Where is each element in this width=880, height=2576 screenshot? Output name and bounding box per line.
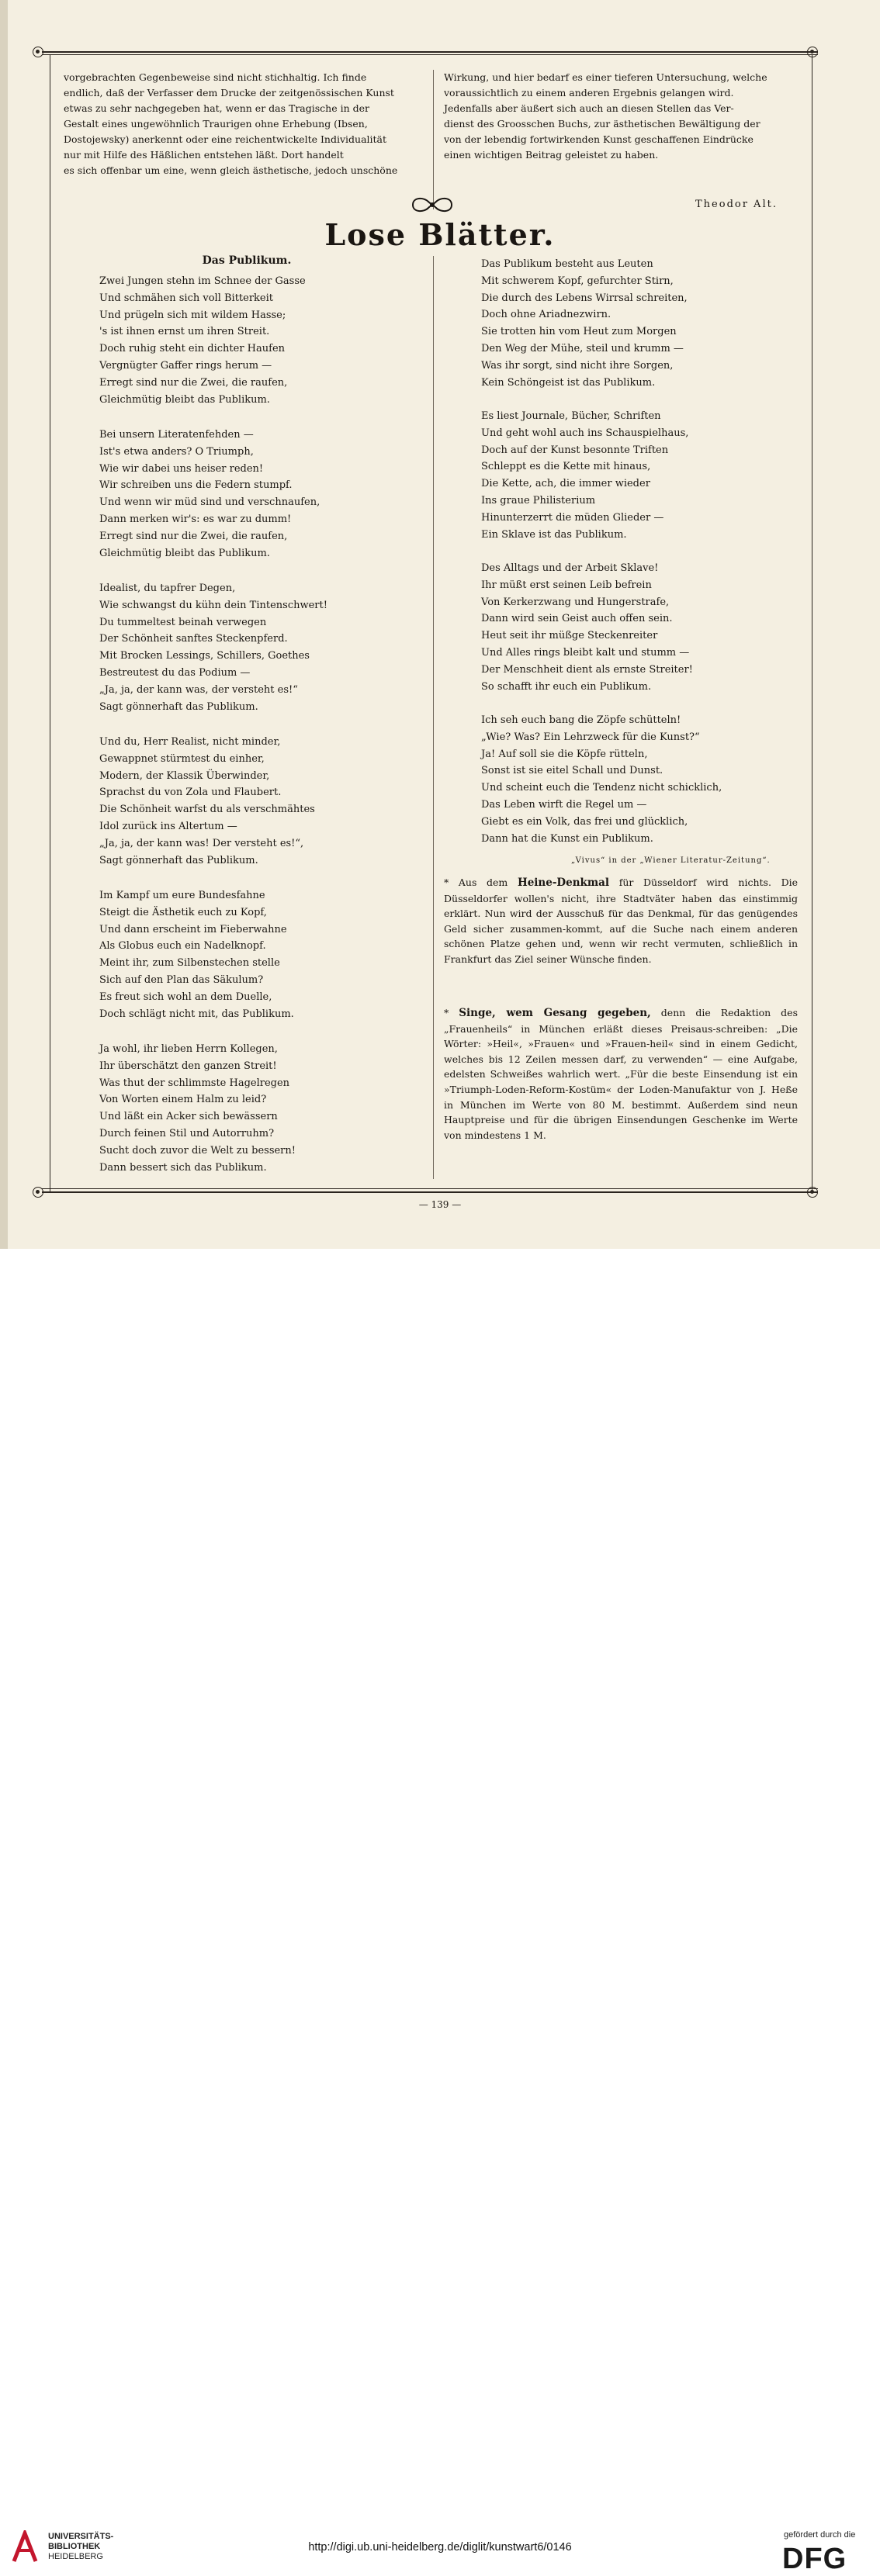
institution-line: BIBLIOTHEK	[48, 2542, 101, 2551]
poem-stanza	[481, 256, 688, 391]
funded-by-label: gefördert durch die	[784, 2530, 856, 2540]
poem-line: Es freut sich wohl an dem Duelle,	[99, 991, 272, 1003]
poem-line: Von Kerkerzwang und Hungerstrafe,	[481, 596, 670, 608]
poem-line: Ja wohl, ihr lieben Herrn Kollegen,	[99, 1043, 278, 1055]
poem-line: Ihr müßt erst seinen Leib befrein	[481, 579, 652, 591]
poem-line: Die durch des Lebens Wirrsal schreiten,	[481, 292, 688, 304]
article-line: Dostojewsky) anerkennt oder eine reichentwickelte Individualität	[64, 133, 387, 145]
scan-edge	[0, 0, 8, 1249]
article-line: voraussichtlich zu einem anderen Ergebnis gelangen wird.	[444, 87, 734, 99]
article-line: vorgebrachten Gegenbeweise sind nicht stichhaltig. Ich finde	[64, 71, 367, 83]
note-text: denn die Redaktion des „Frauenheils“ in München erläßt dieses Preisaus-schreiben: „Die Wörter: »Heil«, »Frauen« und »Frauen-heil« sind in einem Gedicht, welches bis 12 Zeilen messen darf, zu verwenden“ — eine Aufgabe, edelsten Schweißes wahrlich wert. „Für die beste Einsendung ist ein »Triumph-Loden-Reform-Kostüm« der Loden-Manufaktur von J. Heße in München im Werte von 80 M. bestimmt. Außerdem sind neun Hauptpreise und für die übrigen Einsendungen Geschenke im Werte von mindestens 1 M.	[444, 1007, 798, 1141]
article-right-column	[444, 70, 801, 163]
poem-line: Sich auf den Plan das Säkulum?	[99, 973, 264, 986]
poem-line: Ist's etwa anders? O Triumph,	[99, 445, 254, 458]
poem-line: Wir schreiben uns die Federn stumpf.	[99, 479, 293, 492]
poem-line: Sonst ist sie eitel Schall und Dunst.	[481, 765, 663, 777]
article-line: endlich, daß der Verfasser dem Drucke der zeitgenössischen Kunst	[64, 87, 394, 99]
poem-line: Es liest Journale, Bücher, Schriften	[481, 410, 661, 422]
poem-line: Wie schwangst du kühn dein Tintenschwert!	[99, 599, 327, 611]
poem-stanza	[99, 1041, 296, 1176]
poem-line: Gewappnet stürmtest du einher,	[99, 752, 265, 765]
poem-line: Und schmähen sich voll Bitterkeit	[99, 292, 274, 304]
poem-line: Sucht doch zuvor die Welt zu bessern!	[99, 1144, 296, 1157]
poem-line: Erregt sind nur die Zwei, die raufen,	[99, 530, 288, 542]
poem-line: Ich seh euch bang die Zöpfe schütteln!	[481, 714, 681, 726]
poem-line: Von Worten einem Halm zu leid?	[99, 1094, 267, 1106]
corner-ornament-bottom-left	[33, 1187, 43, 1198]
poem-line: Doch auf der Kunst besonnte Triften	[481, 444, 669, 456]
poem-line: Und läßt ein Acker sich bewässern	[99, 1111, 278, 1123]
poem-line: So schafft ihr euch ein Publikum.	[481, 680, 652, 693]
poem-line: Und du, Herr Realist, nicht minder,	[99, 736, 281, 748]
poem-stanza	[99, 273, 306, 408]
corner-ornament-top-right	[807, 47, 818, 57]
note-text: für Düsseldorf wird nichts. Die Düsseldorfer wollen's nicht, ihre Stadtväter haben das einstimmig erklärt. Nun wird der Ausschuß für das Denkmal, für das genügendes Geld sicher zusammen-kommt, auf die Suche nach einem anderen schönen Platze gehen und, wenn wir recht vermuten, schließlich in Frankfurt das Ziel seiner Wünsche finden.	[444, 877, 798, 965]
poem-line: Wie wir dabei uns heiser reden!	[99, 462, 264, 475]
poem-line: „Wie? Was? Ein Lehrzweck für die Kunst?“	[481, 731, 700, 743]
corner-ornament-bottom-right	[807, 1187, 818, 1198]
poem-line: 's ist ihnen ernst um ihren Streit.	[99, 326, 270, 338]
corner-ornament-top-left	[33, 47, 43, 57]
poem-line: Hinunterzerrt die müden Glieder —	[481, 511, 664, 524]
poem-line: Und Alles rings bleibt kalt und stumm —	[481, 646, 690, 659]
poem-line: Und scheint euch die Tendenz nicht schicklich,	[481, 782, 722, 794]
poem-line: Dann bessert sich das Publikum.	[99, 1161, 267, 1174]
note-lead: * Aus dem	[444, 877, 508, 888]
institution-line: HEIDELBERG	[48, 2552, 103, 2561]
poem-line: Erregt sind nur die Zwei, die raufen,	[99, 376, 288, 389]
poem-line: Ja! Auf soll sie die Köpfe rütteln,	[481, 748, 648, 760]
poem-line: Sagt gönnerhaft das Publikum.	[99, 854, 258, 866]
permalink-url[interactable]: http://digi.ub.uni-heidelberg.de/diglit/kunstwart6/0146	[308, 2541, 572, 2554]
ornament-divider-icon	[408, 192, 456, 217]
poem-line: Ihr überschätzt den ganzen Streit!	[99, 1060, 277, 1072]
poem-line: Schleppt es die Kette mit hinaus,	[481, 461, 651, 473]
poem-line: Heut seit ihr müßge Steckenreiter	[481, 630, 658, 642]
poem-line: Dann wird sein Geist auch offen sein.	[481, 613, 673, 625]
poem-stanza	[99, 887, 294, 1022]
bottom-rule	[42, 1191, 818, 1193]
poem-line: Giebt es ein Volk, das frei und glücklich,	[481, 815, 688, 828]
poem-stanza	[481, 712, 722, 847]
poem-line: Idol zurück ins Altertum —	[99, 820, 237, 832]
poem-stanza	[99, 734, 315, 869]
poem-line: Und dann erscheint im Fieberwahne	[99, 923, 287, 935]
poem-line: Dann merken wir's: es war zu dumm!	[99, 513, 292, 525]
poem-line: Und wenn wir müd sind und verschnaufen,	[99, 496, 320, 509]
poem-line: Zwei Jungen stehn im Schnee der Gasse	[99, 275, 306, 287]
article-line: einen wichtigen Beitrag geleistet zu haben.	[444, 149, 659, 161]
poem-title: Das Publikum.	[202, 254, 292, 267]
poem-line: Die Schönheit warfst du als verschmähtes	[99, 804, 315, 816]
poem-line: Sprachst du von Zola und Flaubert.	[99, 787, 282, 799]
poem-line: Das Publikum besteht aus Leuten	[481, 258, 653, 270]
poem-line: Steigt die Ästhetik euch zu Kopf,	[99, 906, 267, 918]
poem-line: Du tummeltest beinah verwegen	[99, 616, 267, 628]
poem-line: Doch schlägt nicht mit, das Publikum.	[99, 1008, 294, 1020]
poem-line: Bestreutest du das Podium —	[99, 666, 251, 679]
section-heading: Lose Blätter.	[324, 217, 556, 252]
article-line: es sich offenbar um eine, wenn gleich ästhetische, jedoch unschöne	[64, 164, 398, 176]
poem-line: Des Alltags und der Arbeit Sklave!	[481, 562, 659, 574]
scanned-page	[0, 0, 880, 1249]
poem-line: Die Kette, ach, die immer wieder	[481, 478, 650, 490]
article-line: dienst des Groosschen Buchs, zur ästhetischen Bewältigung der	[444, 118, 760, 130]
poem-line: Bei unsern Literatenfehden —	[99, 429, 254, 441]
poem-line: Mit Brocken Lessings, Schillers, Goethes	[99, 650, 310, 662]
page-number: — 139 —	[418, 1199, 462, 1210]
poem-line: Gleichmütig bleibt das Publikum.	[99, 547, 270, 559]
article-line: Gestalt eines ungewöhnlich Traurigen ohne Erhebung (Ibsen,	[64, 118, 368, 130]
institution-line: UNIVERSITÄTS-	[48, 2532, 114, 2541]
poem-line: Kein Schöngeist ist das Publikum.	[481, 376, 656, 389]
article-left-column	[64, 70, 421, 178]
poem-line: Gleichmütig bleibt das Publikum.	[99, 393, 270, 406]
poem-source: „Vivus“ in der „Wiener Literatur-Zeitung“.	[571, 856, 771, 865]
poem-line: Doch ruhig steht ein dichter Haufen	[99, 343, 286, 355]
bottom-rule-thin	[42, 1188, 818, 1189]
poem-line: Vergnügter Gaffer rings herum —	[99, 359, 272, 372]
poem-stanza	[99, 427, 320, 562]
poem-line: Und geht wohl auch ins Schauspielhaus,	[481, 427, 689, 439]
poem-line: Sie trotten hin vom Heut zum Morgen	[481, 326, 677, 338]
poem-stanza	[99, 580, 327, 715]
top-rule	[42, 51, 818, 53]
poem-line: Durch feinen Stil und Autorruhm?	[99, 1127, 275, 1139]
article-line: Jedenfalls aber äußert sich auch an diesen Stellen das Ver-	[444, 102, 734, 114]
poem-line: Den Weg der Mühe, steil und krumm —	[481, 342, 684, 354]
poem-line: Und prügeln sich mit wildem Hasse;	[99, 309, 286, 321]
poem-line: Der Menschheit dient als ernste Streiter!	[481, 663, 693, 676]
poem-line: Dann hat die Kunst ein Publikum.	[481, 832, 653, 845]
note-keyword: Singe, wem Gesang gegeben,	[459, 1007, 651, 1019]
dfg-logo: DFG	[782, 2543, 847, 2575]
article-line: Wirkung, und hier bedarf es einer tieferen Untersuchung, welche	[444, 71, 767, 83]
poem-line: Idealist, du tapfrer Degen,	[99, 583, 236, 594]
poem-line: Das Leben wirft die Regel um —	[481, 798, 647, 811]
poem-line: Ins graue Philisterium	[481, 494, 596, 507]
poem-line: „Ja, ja, der kann was, der versteht es!“	[99, 683, 298, 696]
top-rule-thin	[42, 54, 818, 55]
poem-line: Als Globus euch ein Nadelknopf.	[99, 940, 266, 953]
poem-line: Was ihr sorgt, sind nicht ihre Sorgen,	[481, 359, 674, 372]
article-line: nur mit Hilfe des Häßlichen entstehen läßt. Dort handelt	[64, 149, 344, 161]
poem-line: Doch ohne Ariadnezwirn.	[481, 309, 611, 321]
poem-line: „Ja, ja, der kann was! Der versteht es!“,	[99, 837, 304, 849]
poem-line: Ein Sklave ist das Publikum.	[481, 528, 627, 541]
note-lead: *	[444, 1007, 449, 1018]
article-line: von der lebendig fortwirkenden Kunst geschaffenen Eindrücke	[444, 133, 754, 145]
column-divider-main	[433, 256, 434, 1179]
column-divider-top	[433, 70, 434, 209]
poem-line: Sagt gönnerhaft das Publikum.	[99, 700, 258, 713]
poem-line: Meint ihr, zum Silbenstechen stelle	[99, 957, 280, 970]
note-keyword: Heine-Denkmal	[517, 877, 610, 889]
note-heine-denkmal	[444, 875, 798, 967]
note-preisausschreiben	[444, 1005, 798, 1143]
poem-line: Der Schönheit sanftes Steckenpferd.	[99, 633, 288, 645]
footer-bar	[0, 1249, 880, 2575]
poem-line: Mit schwerem Kopf, gefurchter Stirn,	[481, 275, 674, 287]
poem-stanza	[481, 560, 693, 695]
poem-line: Im Kampf um eure Bundesfahne	[99, 890, 265, 901]
poem-line: Modern, der Klassik Überwinder,	[99, 769, 270, 782]
poem-stanza	[481, 408, 688, 543]
poem-line: Was thut der schlimmste Hagelregen	[99, 1077, 290, 1089]
article-signature: Theodor Alt.	[695, 199, 778, 210]
article-line: etwas zu sehr nachgegeben hat, wenn er das Tragische in der	[64, 102, 369, 114]
